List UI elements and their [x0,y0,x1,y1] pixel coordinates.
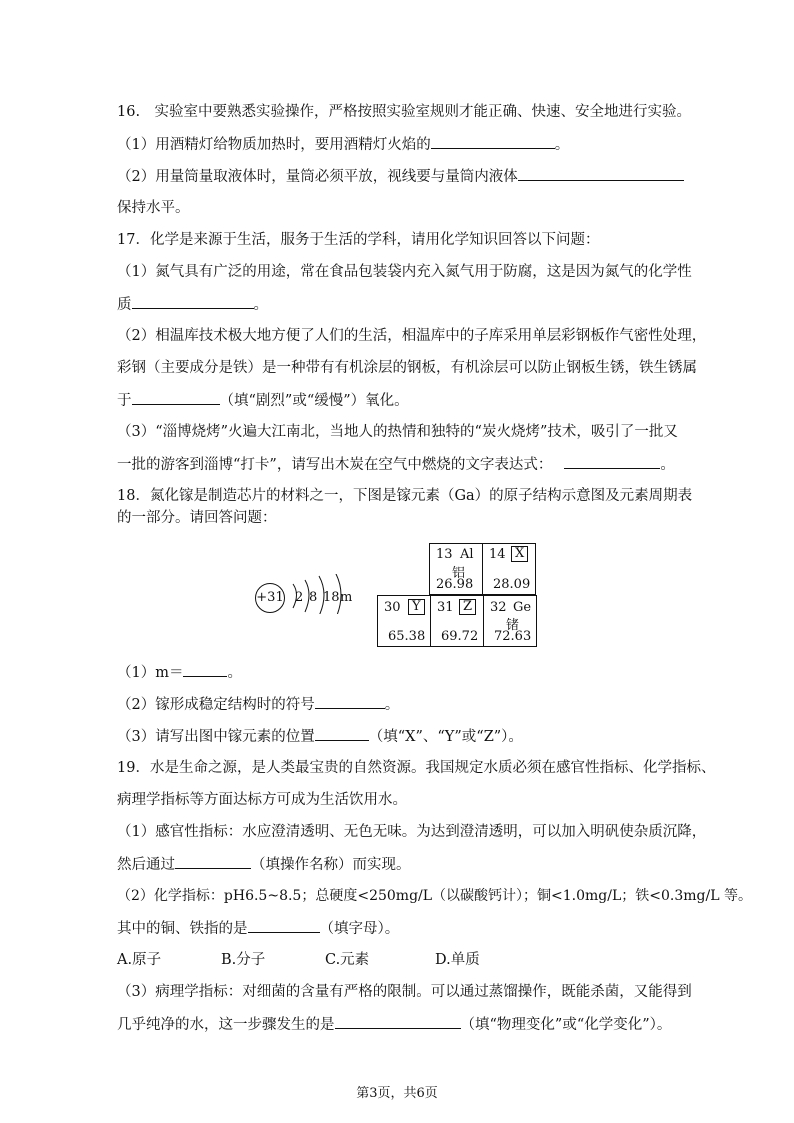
answer-blank[interactable] [335,1014,461,1029]
q19-part2-end: （填字母）。 [319,921,400,937]
q18-part1-end: 。 [227,665,242,681]
q16-part1-end: 。 [554,137,570,153]
q18-part2-end: 。 [384,697,400,713]
q18-part3 [117,726,523,747]
choice-d[interactable]: D.单质 [435,952,480,968]
atomic-number: 30 [384,600,401,615]
element-cell-x [483,544,535,594]
answer-blank[interactable] [175,854,251,869]
answer-blank[interactable] [315,726,369,741]
q19-stem-line2: 病理学指标等方面达标方可成为生活饮用水。 [117,792,407,808]
q17-stem: 17．化学是来源于生活，服务于生活的学科，请用化学知识回答以下问题： [117,232,600,248]
element-symbol: Ge [513,600,532,615]
element-cell-al [430,544,482,594]
q17-part1-line1: （1）氮气具有广泛的用途，常在食品包装袋内充入氮气用于防腐，这是因为氮气的化学性 [117,264,692,280]
answer-blank[interactable] [132,390,220,405]
atomic-mass: 69.72 [441,629,479,644]
q19-part2-line1: （2）化学指标：pH6.5~8.5；总硬度<250mg/L（以碳酸钙计）；铜<1.0mg/L；铁<0.3mg/L 等。 [117,888,752,904]
shell-count-2: 8 [309,590,318,605]
q17-part1-text: 质 [117,297,132,313]
element-cell-y [378,596,430,646]
q19-part1-text: 然后通过 [117,857,175,873]
atomic-number: 13 [436,547,453,562]
answer-blank[interactable] [183,662,227,677]
atomic-mass: 65.38 [388,629,426,644]
q17-part2-text: 于 [117,393,132,409]
gallium-atom-diagram [255,580,355,620]
page-footer: 第3页，共6页 [356,1086,438,1101]
q18-part3-text: （3）请写出图中镓元素的位置 [117,729,315,745]
answer-blank[interactable] [431,134,555,149]
q19-part1-end: （填操作名称）而实现。 [251,857,411,873]
q17-part3-line1: （3）“淄博烧烤”火遍大江南北，当地人的热情和独特的“炭火烧烤”技术，吸引了一批又 [117,424,678,440]
q19-part3-text: 几乎纯净的水，这一步骤发生的是 [117,1017,335,1033]
atomic-mass: 26.98 [436,577,474,592]
q17-part2-line3 [117,390,409,411]
q19-choices [117,950,480,970]
q18-part2-text: （2）镓形成稳定结构时的符号 [117,697,315,713]
element-symbol: X [511,546,528,562]
q18-part1 [117,662,242,683]
q19-part2-text: 其中的铜、铁指的是 [117,921,248,937]
answer-blank[interactable] [518,166,684,181]
element-cell-z [431,596,483,646]
q17-part2-end: （填“剧烈”或“缓慢”）氧化。 [219,393,409,409]
q19-part2-line2 [117,918,399,939]
element-symbol: Y [408,599,425,615]
q18-part2 [117,694,399,715]
answer-blank[interactable] [315,694,385,709]
answer-blank[interactable] [564,454,660,469]
element-name: 锗 [506,618,520,633]
q19-part1-line2 [117,854,411,875]
element-name: 铝 [452,566,466,581]
q17-part3-line2 [117,454,675,475]
periodic-table-bottom-row [377,595,537,647]
atomic-mass: 28.09 [493,577,531,592]
q17-part1-line2 [117,294,268,315]
q18-stem-line2: 的一部分。请回答问题： [117,510,277,526]
choice-b[interactable]: B.分子 [221,952,266,968]
element-symbol: Z [459,599,476,615]
answer-blank[interactable] [248,918,320,933]
nucleus: +31 [255,583,285,613]
q18-part1-text: （1）m＝ [117,665,184,681]
atomic-mass: 72.63 [494,629,532,644]
element-symbol: Al [460,547,474,562]
q19-part3-line2 [117,1014,671,1035]
q17-part2-line1: （2）相温库技术极大地方便了人们的生活，相温库中的子库采用单层彩钢板作气密性处理， [117,328,707,344]
q19-part3-end: （填“物理变化”或“化学变化”）。 [460,1017,672,1033]
atomic-number: 32 [490,600,507,615]
q17-part2-line2: 彩钢（主要成分是铁）是一种带有有机涂层的钢板，有机涂层可以防止钢板生锈，铁生锈属 [117,360,697,376]
q17-part3-text: 一批的游客到淄博“打卡”，请写出木炭在空气中燃烧的文字表达式： [117,457,553,473]
q16-part2 [117,166,684,187]
q18-part3-end: （填“X”、“Y”或“Z”）。 [368,729,523,745]
shell-count-3: 18 [323,590,340,605]
q18-stem-line1: 18．氮化镓是制造芯片的材料之一，下图是镓元素（Ga）的原子结构示意图及元素周期表 [117,488,693,504]
q16-part1-text: （1）用酒精灯给物质加热时，要用酒精灯火焰的 [117,137,431,153]
q19-stem-line1: 19．水是生命之源，是人类最宝贵的自然资源。我国规定水质必须在感官性指标、化学指标、 [117,760,716,776]
q16-part2-text: （2）用量筒量取液体时，量筒必须平放，视线要与量筒内液体 [117,169,518,185]
q16-part1 [117,134,569,155]
periodic-table-top-row [429,543,536,595]
choice-c[interactable]: C.元素 [325,952,370,968]
atomic-number: 31 [437,600,454,615]
answer-blank[interactable] [132,294,254,309]
choice-a[interactable]: A.原子 [117,952,162,968]
q17-part1-end: 。 [253,297,268,313]
shell-count-1: 2 [295,590,304,605]
q16-part2-cont: 保持水平。 [117,200,190,216]
shell-count-4: m [340,590,353,605]
q19-part3-line1: （3）病理学指标：对细菌的含量有严格的限制。可以通过蒸馏操作，既能杀菌，又能得到 [117,984,692,1000]
element-cell-ge [484,596,536,646]
q19-part1-line1: （1）感官性指标：水应澄清透明、无色无味。为达到澄清透明，可以加入明矾使杂质沉降， [117,824,707,840]
q17-part3-end: 。 [660,457,675,473]
atomic-number: 14 [489,547,506,562]
q16-stem: 16. 实验室中要熟悉实验操作，严格按照实验室规则才能正确、快速、安全地进行实验。 [117,104,692,120]
